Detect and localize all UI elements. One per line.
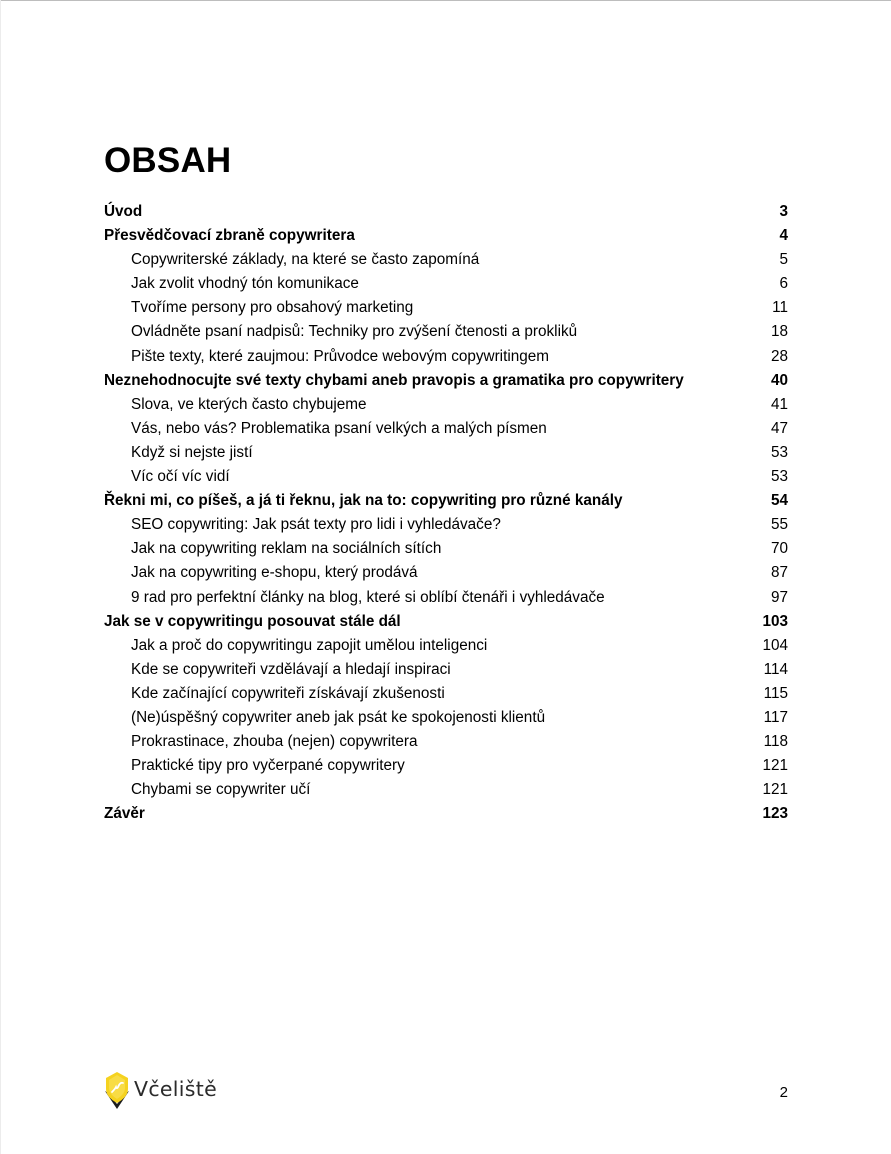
toc-section[interactable] bbox=[104, 634, 788, 658]
toc-section[interactable] bbox=[104, 465, 788, 489]
toc-entry-page[interactable]: 114 bbox=[763, 660, 788, 678]
toc-entry-page[interactable]: 41 bbox=[770, 395, 788, 413]
toc-entry-label[interactable]: Přesvědčovací zbraně copywritera bbox=[104, 227, 355, 245]
toc-entry-label[interactable]: Pište texty, které zaujmou: Průvodce webovým copywritingem bbox=[131, 347, 549, 365]
toc-entry-page[interactable]: 55 bbox=[770, 516, 788, 534]
toc-entry-page[interactable]: 47 bbox=[770, 419, 788, 437]
brand-name: Včeliště bbox=[134, 1077, 218, 1101]
toc-section[interactable] bbox=[104, 778, 788, 802]
toc-entry-page[interactable]: 11 bbox=[772, 299, 788, 317]
page-number: 2 bbox=[779, 1084, 788, 1101]
toc-entry-label[interactable]: Chybami se copywriter učí bbox=[131, 781, 311, 799]
toc-chapter[interactable] bbox=[104, 610, 788, 634]
toc-entry-page[interactable]: 5 bbox=[779, 251, 788, 269]
toc-entry-page[interactable]: 3 bbox=[779, 203, 788, 220]
brand-logo bbox=[104, 1070, 217, 1114]
toc-entry-page[interactable]: 53 bbox=[770, 468, 788, 486]
toc-entry-page[interactable]: 28 bbox=[770, 347, 788, 365]
toc-entry-label[interactable]: Tvoříme persony pro obsahový marketing bbox=[131, 299, 414, 317]
toc-section[interactable] bbox=[104, 682, 788, 706]
toc-entry-label[interactable]: Slova, ve kterých často chybujeme bbox=[131, 395, 367, 413]
toc-section[interactable] bbox=[104, 441, 788, 465]
toc-section[interactable] bbox=[104, 272, 788, 296]
toc-entry-label[interactable]: Ovládněte psaní nadpisů: Techniky pro zvýšení čtenosti a prokliků bbox=[131, 323, 578, 341]
toc-entry-page[interactable]: 104 bbox=[762, 636, 788, 654]
toc-section[interactable] bbox=[104, 513, 788, 537]
toc-entry-label[interactable]: Kde začínající copywriteři získávají zkušenosti bbox=[131, 684, 445, 702]
toc-entry-label[interactable]: Jak zvolit vhodný tón komunikace bbox=[131, 275, 359, 293]
toc-section[interactable] bbox=[104, 754, 788, 778]
toc-section[interactable] bbox=[104, 730, 788, 754]
toc-entry-page[interactable]: 121 bbox=[762, 781, 788, 799]
toc-entry-label[interactable]: Jak se v copywritingu posouvat stále dál bbox=[104, 612, 401, 630]
toc-entry-page[interactable]: 4 bbox=[779, 227, 788, 245]
toc-section[interactable] bbox=[104, 248, 788, 272]
toc-entry-label[interactable]: Vás, nebo vás? Problematika psaní velkých a malých písmen bbox=[131, 419, 547, 437]
toc-entry-label[interactable]: Jak na copywriting e-shopu, který prodává bbox=[131, 564, 418, 582]
toc-entry-page[interactable]: 118 bbox=[763, 733, 788, 751]
toc-section[interactable] bbox=[104, 345, 788, 369]
toc-entry-label[interactable]: Copywriterské základy, na které se často zapomíná bbox=[131, 251, 480, 269]
toc-entry-label[interactable]: Prokrastinace, zhouba (nejen) copywritera bbox=[131, 733, 418, 751]
toc-entry-page[interactable]: 6 bbox=[779, 275, 788, 293]
toc-section[interactable] bbox=[104, 320, 788, 344]
toc-section[interactable] bbox=[104, 561, 788, 585]
toc-entry-label[interactable]: 9 rad pro perfektní články na blog, které si oblíbí čtenáři i vyhledávače bbox=[131, 588, 605, 606]
toc-chapter[interactable] bbox=[104, 802, 788, 826]
toc-section[interactable] bbox=[104, 586, 788, 610]
toc-entry-label[interactable]: Jak a proč do copywritingu zapojit umělou inteligenci bbox=[131, 636, 488, 654]
toc-entry-label[interactable]: Praktické tipy pro vyčerpané copywritery bbox=[131, 757, 405, 775]
toc-entry-page[interactable]: 123 bbox=[762, 805, 788, 823]
toc-entry-label[interactable]: Neznehodnocujte své texty chybami aneb pravopis a gramatika pro copywritery bbox=[104, 371, 684, 389]
toc-entry-label[interactable]: Jak na copywriting reklam na sociálních sítích bbox=[131, 540, 442, 558]
toc-section[interactable] bbox=[104, 417, 788, 441]
toc-entry-label[interactable]: (Ne)úspěšný copywriter aneb jak psát ke spokojenosti klientů bbox=[131, 708, 546, 726]
toc-section[interactable] bbox=[104, 393, 788, 417]
page-edge-left bbox=[0, 0, 1, 1154]
toc-chapter[interactable] bbox=[104, 489, 788, 513]
toc-entry-label[interactable]: Víc očí víc vidí bbox=[131, 468, 230, 486]
toc-entry-page[interactable]: 117 bbox=[763, 708, 788, 726]
toc-entry-page[interactable]: 53 bbox=[770, 443, 788, 461]
toc-entry-page[interactable]: 103 bbox=[762, 612, 788, 630]
toc-entry-page[interactable]: 121 bbox=[762, 757, 788, 775]
toc-section[interactable] bbox=[104, 537, 788, 561]
page-edge-top bbox=[0, 0, 891, 1]
toc-entry-label[interactable]: Kde se copywriteři vzdělávají a hledají inspiraci bbox=[131, 660, 451, 678]
page-title: OBSAH bbox=[104, 141, 232, 180]
toc-entry-label[interactable]: Závěr bbox=[104, 805, 145, 823]
toc-chapter[interactable] bbox=[104, 369, 788, 393]
toc-entry-label[interactable]: Když si nejste jistí bbox=[131, 443, 253, 461]
toc-entry-label[interactable]: Řekni mi, co píšeš, a já ti řeknu, jak na to: copywriting pro různé kanály bbox=[104, 492, 623, 510]
toc-section[interactable] bbox=[104, 658, 788, 682]
toc-entry-label[interactable]: SEO copywriting: Jak psát texty pro lidi i vyhledávače? bbox=[131, 516, 501, 534]
toc-entry-page[interactable]: 87 bbox=[770, 564, 788, 582]
toc-entry-label[interactable]: Úvod bbox=[104, 203, 143, 220]
toc-entry-page[interactable]: 70 bbox=[770, 540, 788, 558]
toc-chapter[interactable] bbox=[104, 224, 788, 248]
toc-entry-page[interactable]: 97 bbox=[770, 588, 788, 606]
toc-chapter[interactable] bbox=[104, 200, 788, 224]
toc-entry-page[interactable]: 18 bbox=[770, 323, 788, 341]
toc-entry-page[interactable]: 54 bbox=[770, 492, 788, 510]
toc-section[interactable] bbox=[104, 706, 788, 730]
bee-location-pin-icon bbox=[104, 1071, 130, 1113]
toc-entry-page[interactable]: 115 bbox=[763, 684, 788, 702]
toc-section[interactable] bbox=[104, 296, 788, 320]
toc-entry-page[interactable]: 40 bbox=[770, 371, 788, 389]
table-of-contents bbox=[104, 200, 788, 826]
